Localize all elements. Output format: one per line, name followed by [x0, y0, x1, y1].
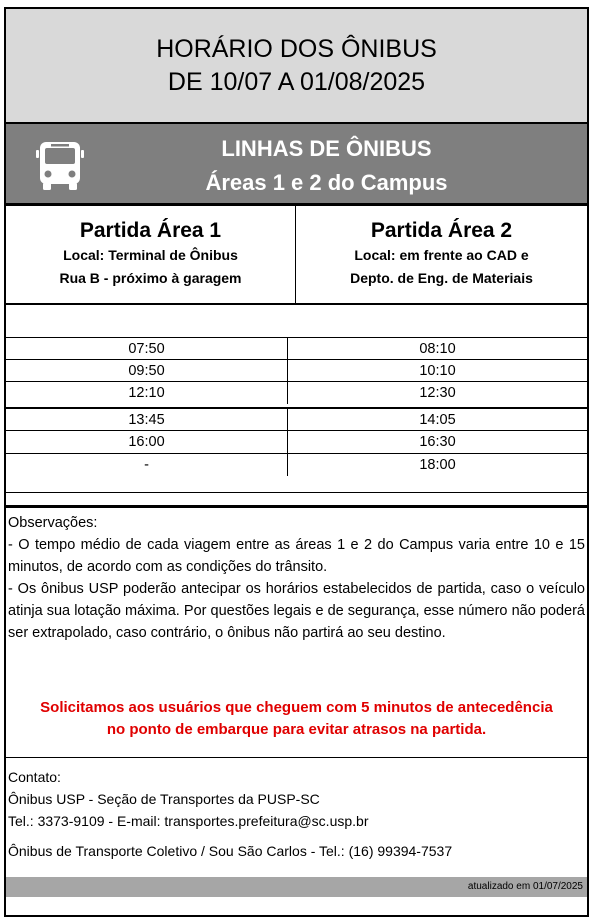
schedule-sheet — [4, 7, 589, 917]
contact-line: Ônibus de Transporte Coletivo / Sou São Carlos - Tel.: (16) 99394-7537 — [8, 843, 453, 859]
area2-location-line2: Depto. de Eng. de Materiais — [350, 270, 533, 286]
area2-time: 12:30 — [419, 385, 456, 401]
page-title: HORÁRIO DOS ÔNIBUS — [156, 35, 437, 63]
area1-time: - — [6, 454, 288, 476]
page-header — [6, 9, 587, 124]
area2-time: 16:30 — [419, 434, 456, 450]
observation-item: - O tempo médio de cada viagem entre as áreas 1 e 2 do Campus varia entre 10 e 15 minutos, de acordo com as condições do trânsito. — [8, 537, 585, 575]
lines-banner — [6, 124, 587, 206]
departure-area2 — [296, 206, 587, 303]
observation-item: - Os ônibus USP poderão antecipar os horários estabelecidos de partida, caso o veículo atinja sua lotação máxima. Por questões legais e de segurança, esse número não poderá ser extrapolado, caso contrário, o ônibus não partirá ao seu destino. — [8, 581, 585, 641]
area2-title: Partida Área 2 — [370, 219, 513, 242]
area2-time: 10:10 — [419, 363, 456, 379]
area1-time: 12:10 — [6, 382, 288, 404]
contact-section — [6, 757, 587, 862]
area2-location-line1: Local: em frente ao CAD e — [354, 247, 529, 263]
table-divider — [6, 492, 587, 493]
update-footer — [6, 877, 587, 897]
contact-title: Contato: — [8, 769, 61, 785]
area1-location-line2: Rua B - próximo à garagem — [59, 270, 242, 286]
area1-title: Partida Área 1 — [79, 219, 222, 242]
observations-title: Observações: — [8, 515, 98, 531]
notice-line: Solicitamos aos usuários que cheguem com 5 minutos de antecedência — [40, 699, 553, 716]
table-row — [6, 337, 587, 360]
area1-location-line1: Local: Terminal de Ônibus — [63, 247, 238, 263]
arrival-notice — [6, 697, 587, 741]
area2-time: 18:00 — [419, 457, 456, 473]
area2-time: 08:10 — [419, 341, 456, 357]
banner-title: LINHAS DE ÔNIBUS — [221, 136, 432, 161]
table-row — [6, 407, 587, 430]
observations — [6, 505, 587, 644]
table-row — [6, 430, 587, 453]
table-row — [6, 453, 587, 476]
notice-line: no ponto de embarque para evitar atrasos na partida. — [106, 721, 487, 738]
area2-time: 14:05 — [419, 412, 456, 428]
banner-subtitle: Áreas 1 e 2 do Campus — [205, 170, 448, 195]
area1-time: 07:50 — [6, 338, 288, 360]
updated-date: atualizado em 01/07/2025 — [467, 881, 583, 892]
table-row — [6, 381, 587, 404]
area1-time: 09:50 — [6, 360, 288, 382]
area1-time: 16:00 — [6, 431, 288, 453]
table-row — [6, 359, 587, 382]
departure-headers — [6, 206, 587, 305]
contact-line: Ônibus USP - Seção de Transportes da PUSP-SC — [8, 791, 320, 807]
date-range: DE 10/07 A 01/08/2025 — [167, 68, 426, 96]
area1-time: 13:45 — [6, 409, 288, 431]
contact-line: Tel.: 3373-9109 - E-mail: transportes.prefeitura@sc.usp.br — [8, 813, 369, 829]
departure-area1 — [6, 206, 296, 303]
